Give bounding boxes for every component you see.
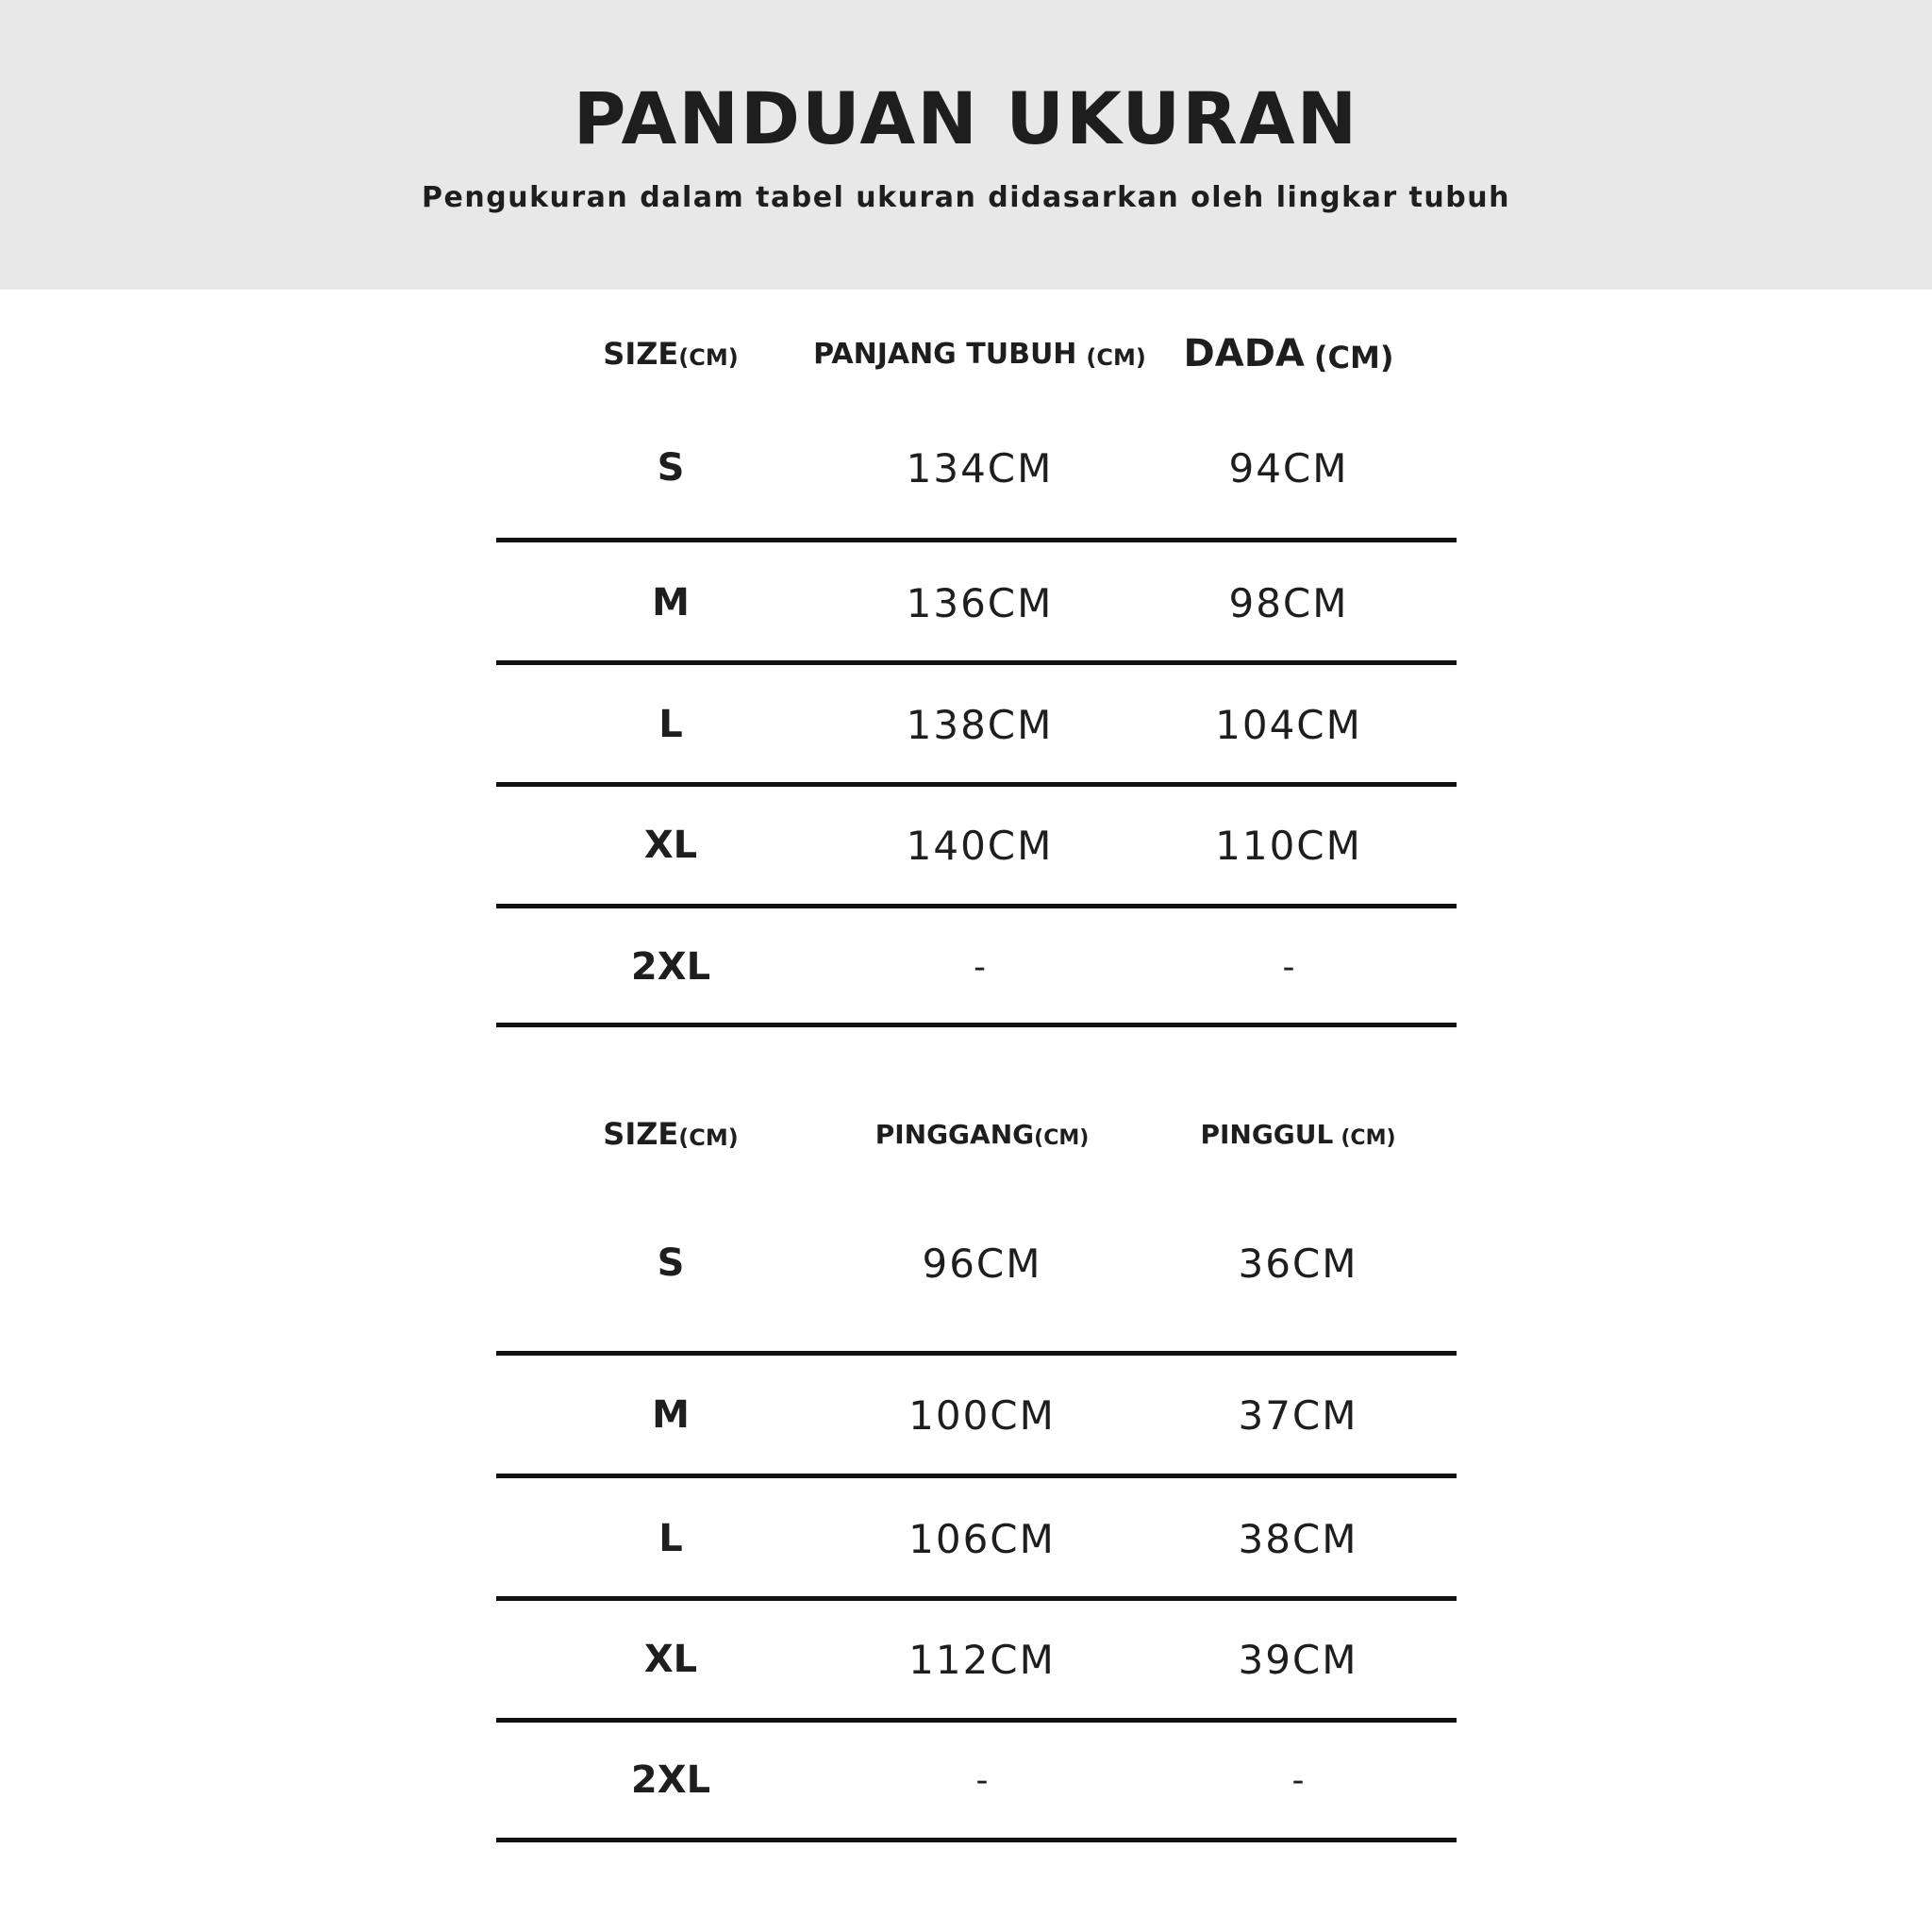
table-row xyxy=(496,908,1457,1025)
size-cell: XL xyxy=(643,1638,698,1681)
body-length-cell: 134CM xyxy=(906,444,1054,491)
header-waist-unit: (CM) xyxy=(1034,1125,1090,1150)
header-size-label: SIZE xyxy=(603,1116,679,1152)
size-cell: S xyxy=(657,1241,685,1285)
hip-cell: 36CM xyxy=(1238,1240,1358,1287)
header-size-label: SIZE xyxy=(603,336,679,372)
table-row xyxy=(496,542,1457,663)
table-row xyxy=(496,665,1457,784)
header-size-unit: (CM) xyxy=(678,344,739,371)
table-row xyxy=(496,787,1457,904)
body-length-cell: - xyxy=(974,947,986,987)
size-cell: M xyxy=(652,581,690,625)
hip-cell: 37CM xyxy=(1238,1391,1358,1439)
hip-cell: 38CM xyxy=(1238,1515,1358,1562)
hip-cell: - xyxy=(1291,1760,1305,1800)
chest-cell: 94CM xyxy=(1228,444,1349,491)
waist-cell: 96CM xyxy=(922,1240,1042,1287)
table-row xyxy=(496,1356,1457,1474)
header-size xyxy=(558,316,784,391)
header-size xyxy=(558,1101,784,1167)
table-row xyxy=(496,403,1457,533)
header-body-length-label: PANJANG TUBUH xyxy=(813,337,1077,371)
table-row xyxy=(496,1179,1457,1347)
body-length-cell: 136CM xyxy=(906,579,1054,626)
size-cell: M xyxy=(652,1393,690,1437)
size-cell: S xyxy=(657,446,685,490)
page-subtitle: Pengukuran dalam tabel ukuran didasarkan oleh lingkar tubuh xyxy=(422,181,1510,214)
table-header-row xyxy=(496,316,1457,391)
header-banner xyxy=(0,0,1932,290)
header-hip-label: PINGGUL xyxy=(1200,1118,1334,1150)
table-header-row xyxy=(496,1101,1457,1167)
row-divider xyxy=(496,1023,1457,1027)
header-chest-unit: (CM) xyxy=(1313,340,1394,375)
size-cell: XL xyxy=(643,824,698,867)
header-body-length xyxy=(808,316,1152,391)
header-body-length-unit: (CM) xyxy=(1086,344,1146,371)
size-cell: L xyxy=(658,1517,683,1560)
table-row xyxy=(496,1723,1457,1838)
header-chest xyxy=(1147,316,1430,391)
header-size-unit: (CM) xyxy=(678,1124,739,1151)
waist-cell: - xyxy=(975,1760,989,1800)
body-length-cell: 138CM xyxy=(906,701,1054,748)
size-cell: 2XL xyxy=(630,1758,711,1802)
header-chest-label: DADA xyxy=(1183,332,1305,375)
size-cell: 2XL xyxy=(630,945,711,989)
header-waist-label: PINGGANG xyxy=(874,1118,1035,1150)
chest-cell: 104CM xyxy=(1215,701,1362,748)
header-hip xyxy=(1157,1101,1440,1167)
row-divider xyxy=(496,1838,1457,1842)
size-cell: L xyxy=(658,703,683,746)
header-hip-unit: (CM) xyxy=(1341,1125,1396,1150)
body-length-cell: 140CM xyxy=(906,822,1054,869)
table-row xyxy=(496,1601,1457,1718)
header-waist xyxy=(817,1101,1147,1167)
chest-cell: - xyxy=(1282,947,1295,987)
chest-cell: 98CM xyxy=(1228,579,1349,626)
table-row xyxy=(496,1478,1457,1599)
chest-cell: 110CM xyxy=(1215,822,1362,869)
waist-cell: 106CM xyxy=(908,1515,1056,1562)
hip-cell: 39CM xyxy=(1238,1636,1358,1683)
waist-cell: 100CM xyxy=(908,1391,1056,1439)
page-title: PANDUAN UKURAN xyxy=(573,76,1359,160)
waist-cell: 112CM xyxy=(908,1636,1056,1683)
